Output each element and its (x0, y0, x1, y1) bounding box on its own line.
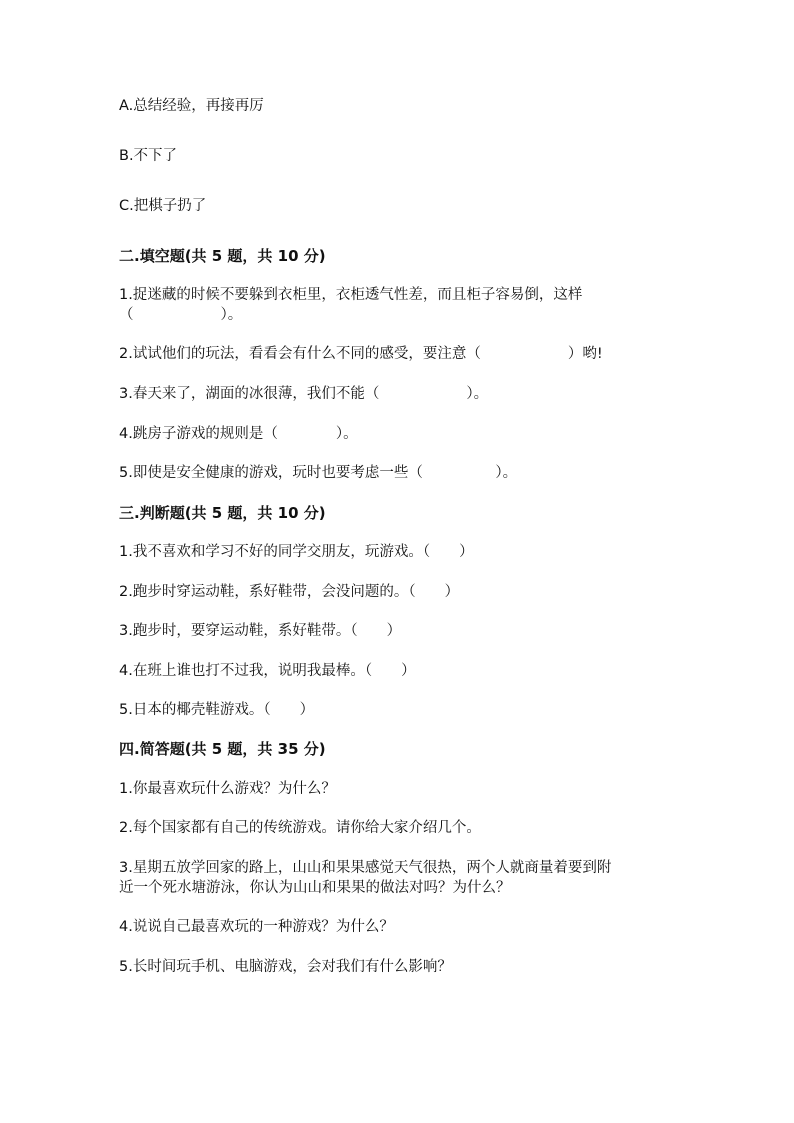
fill-question-4: 4.跳房子游戏的规则是（ ）。 (119, 426, 358, 442)
judge-section-heading: 三.判断题(共 5 题，共 10 分) (119, 504, 326, 522)
option-b: B.不下了 (119, 148, 178, 164)
fill-question-3: 3.春天来了，湖面的冰很薄，我们不能（ ）。 (119, 386, 489, 402)
fill-question-1-line-2: （ ）。 (119, 307, 243, 323)
short-question-1: 1.你最喜欢玩什么游戏？为什么？ (119, 781, 336, 797)
fill-question-2: 2.试试他们的玩法，看看会有什么不同的感受，要注意（ ）哟! (119, 346, 603, 362)
judge-question-3: 3.跑步时，要穿运动鞋，系好鞋带。（ ） (119, 623, 402, 639)
fill-section-heading: 二.填空题(共 5 题，共 10 分) (119, 247, 326, 265)
judge-question-1: 1.我不喜欢和学习不好的同学交朋友，玩游戏。（ ） (119, 544, 474, 560)
short-question-2: 2.每个国家都有自己的传统游戏。请你给大家介绍几个。 (119, 820, 481, 836)
option-c: C.把棋子扔了 (119, 198, 207, 214)
short-question-3-line-2: 近一个死水塘游泳，你认为山山和果果的做法对吗？为什么？ (119, 880, 511, 896)
option-a: A.总结经验，再接再厉 (119, 98, 264, 114)
short-question-5: 5.长时间玩手机、电脑游戏，会对我们有什么影响？ (119, 959, 452, 975)
judge-question-5: 5.日本的椰壳鞋游戏。（ ） (119, 702, 315, 718)
fill-question-5: 5.即使是安全健康的游戏，玩时也要考虑一些（ ）。 (119, 465, 518, 481)
short-question-4: 4.说说自己最喜欢玩的一种游戏？为什么？ (119, 919, 394, 935)
short-question-3-line-1: 3.星期五放学回家的路上，山山和果果感觉天气很热，两个人就商量着要到附 (119, 860, 612, 876)
fill-question-1-line-1: 1.捉迷藏的时候不要躲到衣柜里，衣柜透气性差，而且柜子容易倒，这样 (119, 287, 583, 303)
judge-question-2: 2.跑步时穿运动鞋，系好鞋带，会没问题的。（ ） (119, 584, 460, 600)
short-answer-section-heading: 四.简答题(共 5 题，共 35 分) (119, 740, 326, 758)
judge-question-4: 4.在班上谁也打不过我，说明我最棒。（ ） (119, 663, 416, 679)
